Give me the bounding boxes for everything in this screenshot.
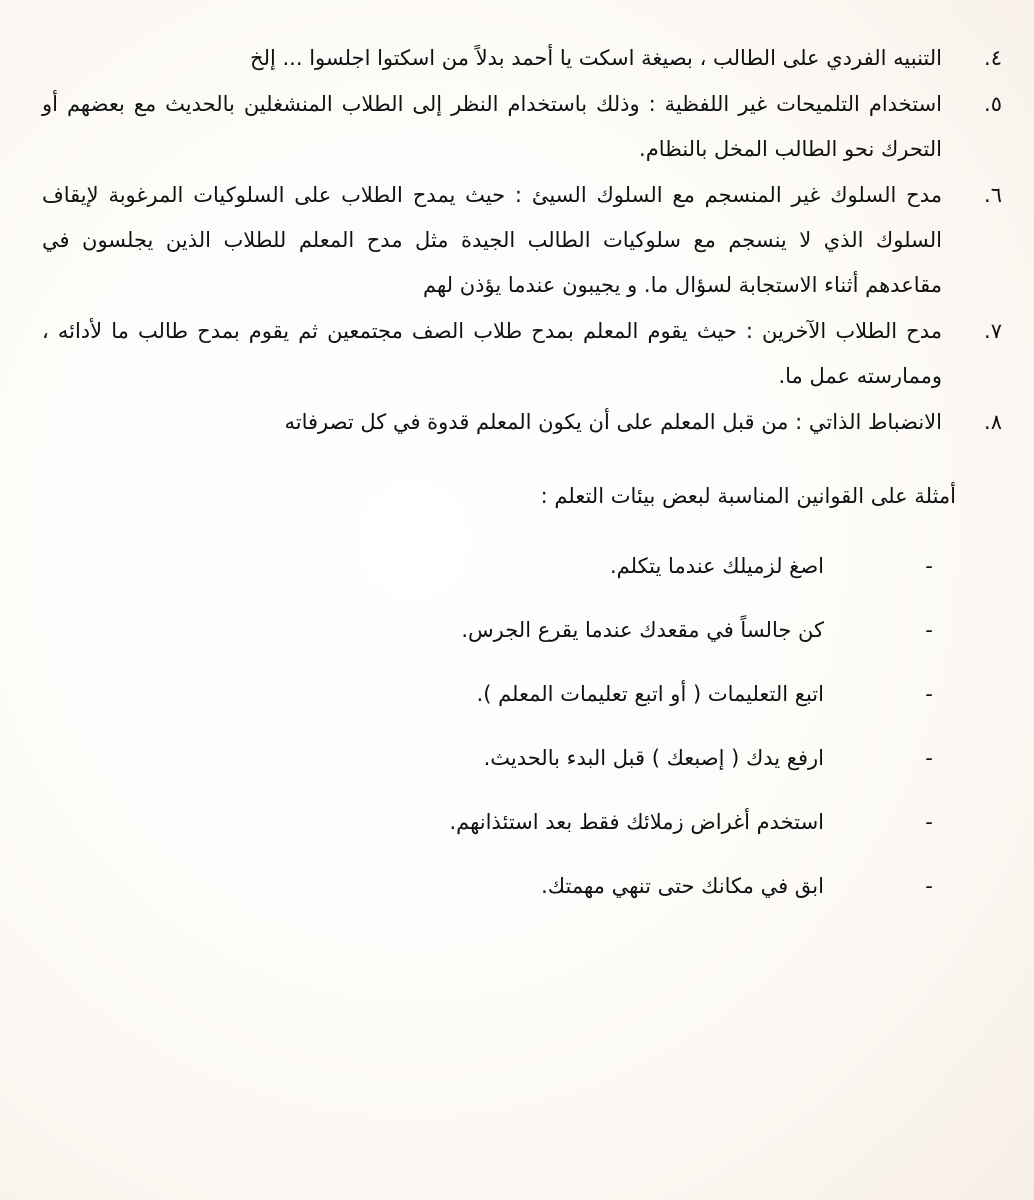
rule-text: ابق في مكانك حتى تنهي مهمتك. <box>541 874 824 898</box>
rule-dash: - <box>925 554 933 578</box>
rule-text: اصغ لزميلك عندما يتكلم. <box>609 554 824 578</box>
rule-item <box>144 738 944 802</box>
item-number: ٥. <box>984 92 1002 116</box>
item-text: مدح الطلاب الآخرين : حيث يقوم المعلم بمدح طلاب الصف مجتمعين ثم يقوم بمدح طالب ما لأدائه ، وممارسته عمل ما. <box>42 319 942 388</box>
rule-dash: - <box>925 810 933 834</box>
rule-text: كن جالساً في مقعدك عندما يقرع الجرس. <box>461 618 824 642</box>
item-text: مدح السلوك غير المنسجم مع السلوك السيئ : حيث يمدح الطلاب على السلوكيات المرغوبة لإيقاف السلوك الذي لا ينسجم مع سلوكيات الطالب الجيدة مثل مدح المعلم للطلاب الذين يجلسون في مقاعدهم أثناء الاستجابة لسؤال ما. و يجيبون عندما يؤذن لهم <box>42 183 942 297</box>
rule-dash: - <box>925 746 933 770</box>
rule-text: اتبع التعليمات ( أو اتبع تعليمات المعلم ). <box>476 682 824 706</box>
rule-text: ارفع يدك ( إصبعك ) قبل البدء بالحديث. <box>483 746 824 770</box>
list-item <box>42 36 1002 81</box>
item-number: ٨. <box>984 410 1002 434</box>
rule-dash: - <box>925 874 933 898</box>
item-text: التنبيه الفردي على الطالب ، بصيغة اسكت يا أحمد بدلاً من اسكتوا اجلسوا ... إلخ <box>250 46 942 70</box>
item-text: استخدام التلميحات غير اللفظية : وذلك باستخدام النظر إلى الطلاب المنشغلين بالحديث مع بعضهم أو التحرك نحو الطالب المخل بالنظام. <box>42 92 942 161</box>
rule-dash: - <box>925 618 933 642</box>
item-text: الانضباط الذاتي : من قبل المعلم على أن يكون المعلم قدوة في كل تصرفاته <box>284 410 942 434</box>
list-item <box>42 173 1002 308</box>
item-number: ٤. <box>984 46 1002 70</box>
list-item <box>42 309 1002 399</box>
section-heading: أمثلة على القوانين المناسبة لبعض بيئات التعلم : <box>540 484 956 508</box>
rule-text: استخدم أغراض زملائك فقط بعد استئذانهم. <box>449 810 824 834</box>
numbered-list <box>42 36 1002 446</box>
item-number: ٦. <box>984 183 1002 207</box>
list-item <box>42 400 1002 445</box>
item-number: ٧. <box>984 319 1002 343</box>
rule-item <box>144 546 944 610</box>
rule-item <box>144 802 944 866</box>
rule-dash: - <box>925 682 933 706</box>
rule-item <box>144 866 944 930</box>
list-item <box>42 82 1002 172</box>
rule-item <box>144 610 944 674</box>
rules-list <box>144 546 944 930</box>
rule-item <box>144 674 944 738</box>
